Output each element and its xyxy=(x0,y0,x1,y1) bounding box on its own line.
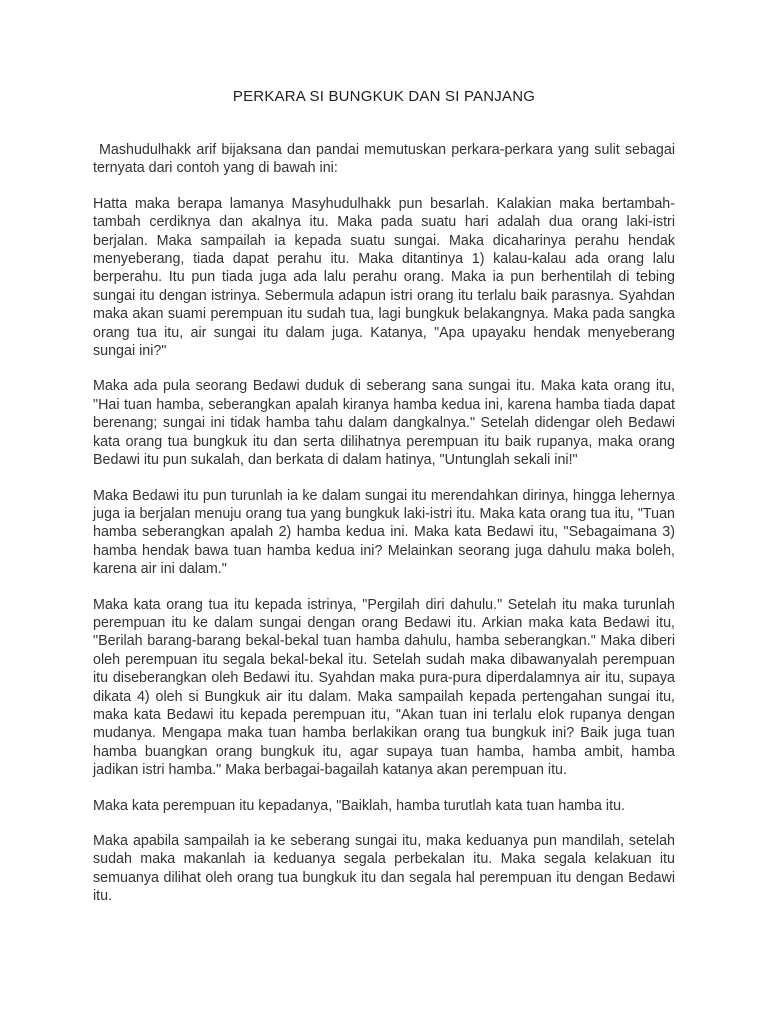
paragraph-3: Maka ada pula seorang Bedawi duduk di seberang sana sungai itu. Maka kata orang itu, "Hai tuan hamba, seberangkan apalah kiranya hamba kedua ini, karena hamba tiada dapat berenang; sungai ini tidak hamba tahu dalam dangkalnya." Setelah didengar oleh Bedawi kata orang tua bungkuk itu dan serta dilihatnya perempuan itu baik rupanya, maka orang Bedawi itu pun sukalah, dan berkata di dalam hatinya, "Untunglah sekali ini!" xyxy=(93,378,675,469)
paragraph-2: Hatta maka berapa lamanya Masyhudulhakk pun besarlah. Kalakian maka bertambah-tambah cerdiknya dan akalnya itu. Maka pada suatu hari adalah dua orang laki-istri berjalan. Maka sampailah ia kepada suatu sungai. Maka dicaharinya perahu hendak menyeberang, tiada dapat perahu itu. Maka ditantinya 1) kalau-kalau ada orang lalu berperahu. Itu pun tiada juga ada lalu perahu orang. Maka ia pun berhentilah di tebing sungai itu dengan istrinya. Sebermula adapun istri orang itu terlalu baik parasnya. Syahdan maka akan suami perempuan itu sudah tua, lagi bungkuk belakangnya. Maka pada sangka orang tua itu, air sungai itu dalam juga. Katanya, "Apa upayaku hendak menyeberang sungai ini?" xyxy=(93,195,675,360)
paragraph-6: Maka kata perempuan itu kepadanya, "Baiklah, hamba turutlah kata tuan hamba itu. xyxy=(93,797,626,814)
paragraph-5: Maka kata orang tua itu kepada istrinya, "Pergilah diri dahulu." Setelah itu maka turunlah perempuan itu ke dalam sungai dengan orang Bedawi itu. Arkian maka kata Bedawi itu, "Berilah barang-barang bekal-bekal tuan hamba dahulu, hamba seberangkan." Maka diberi oleh perempuan itu segala bekal-bekal itu. Setelah sudah maka dibawanyalah perempuan itu diseberangkan oleh Bedawi itu. Syahdan maka pura-pura diperdalamnya air itu, supaya dikata 4) oleh si Bungkuk air itu dalam. Maka sampailah kepada pertengahan sungai itu, maka kata Bedawi itu kepada perempuan itu, "Akan tuan ini terlalu elok rupanya dengan mudanya. Mengapa maka tuan hamba berlakikan orang tua bungkuk ini? Baik juga tuan hamba buangkan orang bungkuk itu, agar supaya tuan hamba, hamba ambit, hamba jadikan istri hamba." Maka berbagai-bagailah katanya akan perempuan itu. xyxy=(93,596,675,779)
paragraph-7: Maka apabila sampailah ia ke seberang sungai itu, maka keduanya pun mandilah, setelah sudah maka makanlah ia keduanya segala perbekalan itu. Maka segala kelakuan itu semuanya dilihat oleh orang tua bungkuk itu dan segala hal perempuan itu dengan Bedawi itu. xyxy=(93,833,675,905)
document-body xyxy=(93,141,675,923)
paragraph-4: Maka Bedawi itu pun turunlah ia ke dalam sungai itu merendahkan dirinya, hingga lehernya juga ia berjalan menuju orang tua yang bungkuk laki-istri itu. Maka kata orang tua itu, "Tuan hamba seberangkan apalah 2) hamba kedua ini. Maka kata Bedawi itu, "Sebagaimana 3) hamba hendak bawa tuan hamba kedua ini? Melainkan seorang juga dahulu maka boleh, karena air ini dalam." xyxy=(93,487,675,578)
paragraph-intro: Mashudulhakk arif bijaksana dan pandai memutuskan perkara-perkara yang sulit sebagai ternyata dari contoh yang di bawah ini: xyxy=(93,142,675,177)
document-title: PERKARA SI BUNGKUK DAN SI PANJANG xyxy=(232,88,536,105)
